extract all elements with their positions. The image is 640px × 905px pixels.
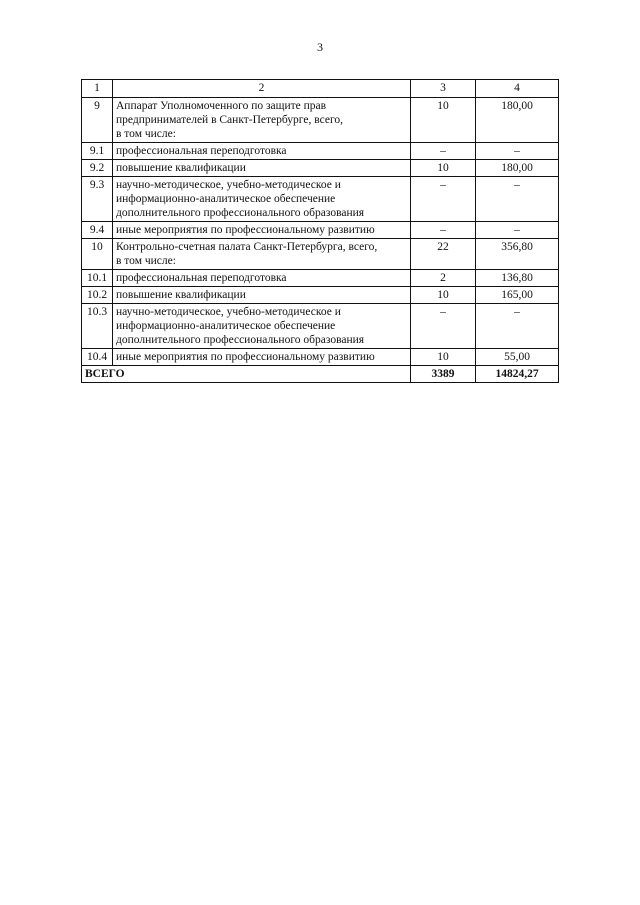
row-number: 10.1: [82, 270, 113, 287]
row-number: 10.3: [82, 304, 113, 349]
row-value-col4: 165,00: [476, 287, 559, 304]
table-row: [82, 98, 559, 143]
row-value-col4: 356,80: [476, 239, 559, 270]
row-description: научно-методическое, учебно-методическое и информационно-аналитическое обеспечение дополнительного профессионального образования: [113, 304, 411, 349]
table-row: [82, 160, 559, 177]
total-label: ВСЕГО: [82, 366, 411, 383]
header-cell-2: 2: [113, 80, 411, 98]
total-value-col3: 3389: [411, 366, 476, 383]
table-row: [82, 270, 559, 287]
row-value-col4: 136,80: [476, 270, 559, 287]
budget-table: [81, 79, 559, 383]
row-description: профессиональная переподготовка: [113, 143, 411, 160]
row-value-col3: 10: [411, 287, 476, 304]
row-value-col4: 180,00: [476, 98, 559, 143]
total-value-col4: 14824,27: [476, 366, 559, 383]
row-description: профессиональная переподготовка: [113, 270, 411, 287]
row-description: иные мероприятия по профессиональному развитию: [113, 349, 411, 366]
row-description: повышение квалификации: [113, 287, 411, 304]
row-number: 9.1: [82, 143, 113, 160]
row-number: 10.4: [82, 349, 113, 366]
table-row: [82, 177, 559, 222]
row-number: 10: [82, 239, 113, 270]
row-number: 9.2: [82, 160, 113, 177]
page-number: 3: [317, 40, 323, 54]
row-value-col3: 2: [411, 270, 476, 287]
row-value-col4: –: [476, 177, 559, 222]
row-value-col3: 10: [411, 98, 476, 143]
row-value-col3: –: [411, 143, 476, 160]
row-number: 9.3: [82, 177, 113, 222]
table-row: [82, 222, 559, 239]
row-value-col3: 22: [411, 239, 476, 270]
row-value-col4: 180,00: [476, 160, 559, 177]
row-value-col4: –: [476, 143, 559, 160]
row-value-col3: 10: [411, 349, 476, 366]
row-value-col4: 55,00: [476, 349, 559, 366]
header-cell-3: 3: [411, 80, 476, 98]
header-cell-4: 4: [476, 80, 559, 98]
row-value-col4: –: [476, 304, 559, 349]
row-number: 9.4: [82, 222, 113, 239]
table-row: [82, 304, 559, 349]
row-description: иные мероприятия по профессиональному развитию: [113, 222, 411, 239]
row-value-col3: –: [411, 304, 476, 349]
row-description: Контрольно-счетная палата Санкт-Петербурга, всего, в том числе:: [113, 239, 411, 270]
header-cell-1: 1: [82, 80, 113, 98]
row-value-col3: 10: [411, 160, 476, 177]
row-description: Аппарат Уполномоченного по защите прав предпринимателей в Санкт-Петербурге, всего, в том числе:: [113, 98, 411, 143]
table-row: [82, 239, 559, 270]
table-row: [82, 287, 559, 304]
row-value-col3: –: [411, 177, 476, 222]
table-header-row: [82, 80, 559, 98]
row-number: 9: [82, 98, 113, 143]
row-value-col3: –: [411, 222, 476, 239]
row-value-col4: –: [476, 222, 559, 239]
row-number: 10.2: [82, 287, 113, 304]
table-row: [82, 349, 559, 366]
row-description: повышение квалификации: [113, 160, 411, 177]
row-description: научно-методическое, учебно-методическое и информационно-аналитическое обеспечение дополнительного профессионального образования: [113, 177, 411, 222]
table-row: [82, 143, 559, 160]
total-row: [82, 366, 559, 383]
